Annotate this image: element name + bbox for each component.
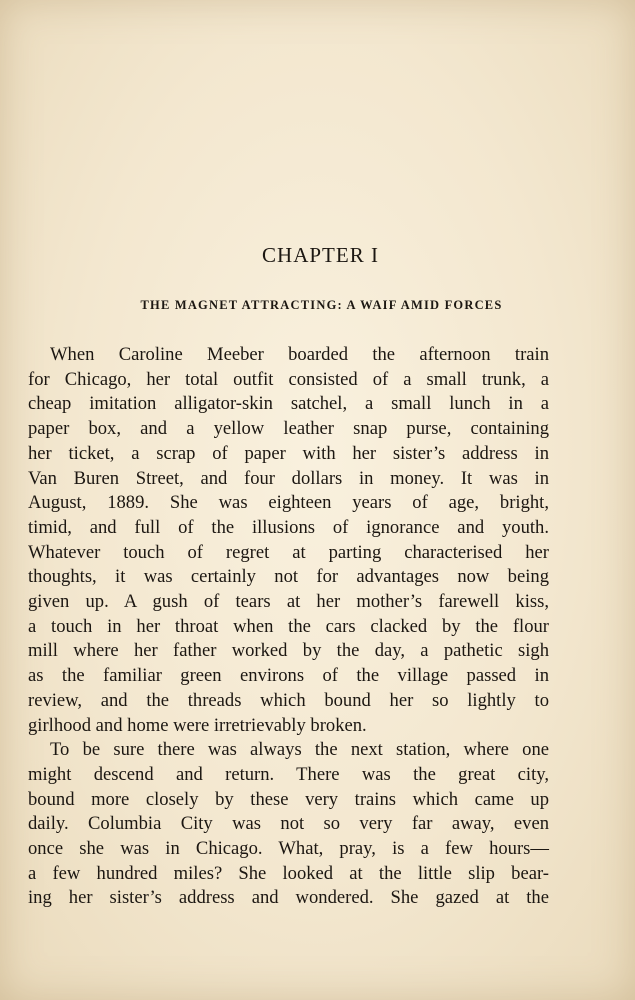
- text-line: cheap imitation alligator-skin satchel, a small lunch in a: [28, 393, 549, 415]
- text-line: Whatever touch of regret at parting characterised her: [28, 541, 549, 563]
- text-line: as the familiar green environs of the village passed in: [28, 665, 549, 687]
- text-line: girlhood and home were irretrievably broken.: [28, 714, 367, 736]
- text-line: Van Buren Street, and four dollars in money. It was in: [28, 467, 549, 489]
- text-line: review, and the threads which bound her so lightly to: [28, 689, 549, 711]
- text-line: a touch in her throat when the cars clacked by the flour: [28, 615, 549, 637]
- text-line: might descend and return. There was the great city,: [28, 763, 549, 785]
- text-line: her ticket, a scrap of paper with her sister’s address in: [28, 442, 549, 464]
- text-line: When Caroline Meeber boarded the afternoon train: [50, 344, 549, 365]
- text-line: given up. A gush of tears at her mother’s farewell kiss,: [28, 591, 549, 613]
- text-line: ing her sister’s address and wondered. She gazed at the: [28, 887, 549, 909]
- paragraph-1: [28, 343, 549, 738]
- text-line: paper box, and a yellow leather snap purse, containing: [28, 418, 549, 440]
- text-line: daily. Columbia City was not so very far away, even: [28, 813, 549, 835]
- text-line: August, 1889. She was eighteen years of age, bright,: [28, 492, 549, 514]
- text-line: once she was in Chicago. What, pray, is a few hours—: [28, 838, 549, 860]
- chapter-subtitle: THE MAGNET ATTRACTING: A WAIF AMID FORCES: [140, 298, 503, 312]
- text-line: thoughts, it was certainly not for advantages now being: [28, 566, 549, 588]
- text-line: timid, and full of the illusions of ignorance and youth.: [28, 516, 549, 538]
- text-line: a few hundred miles? She looked at the little slip bear-: [28, 862, 549, 884]
- text-line: mill where her father worked by the day, a pathetic sigh: [28, 640, 549, 662]
- paragraph-2: [28, 738, 549, 911]
- text-line: To be sure there was always the next station, where one: [50, 739, 549, 761]
- text-line: bound more closely by these very trains which came up: [28, 788, 549, 810]
- chapter-title: CHAPTER I: [262, 243, 379, 267]
- text-line: for Chicago, her total outfit consisted of a small trunk, a: [28, 368, 549, 390]
- body-text: [28, 343, 549, 911]
